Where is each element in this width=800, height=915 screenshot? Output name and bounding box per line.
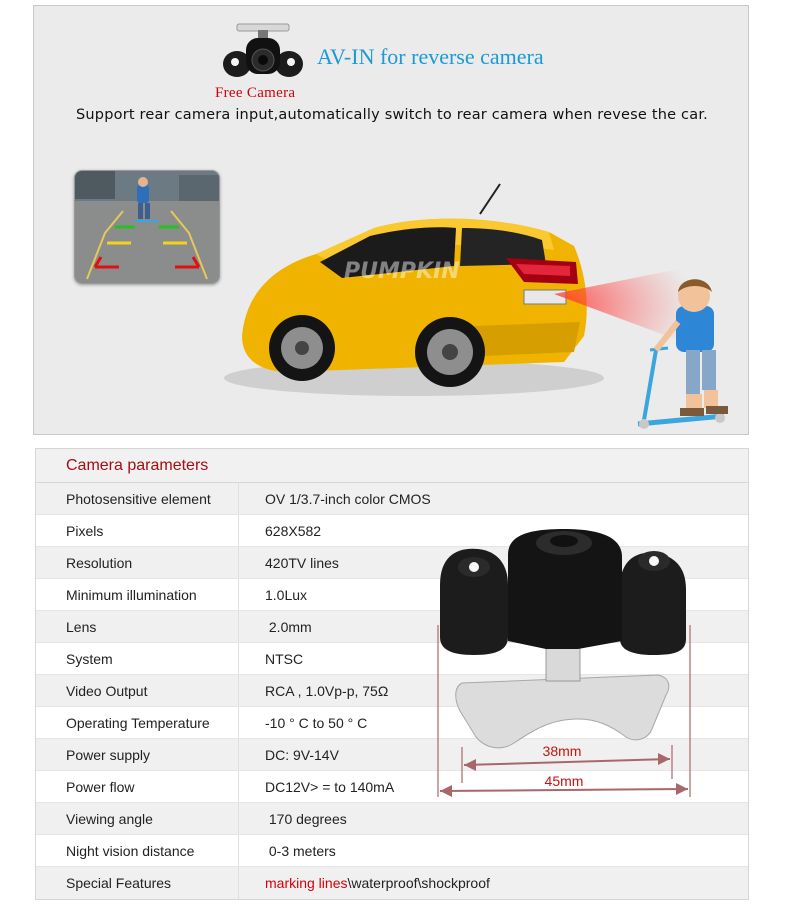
table-row	[36, 867, 748, 899]
brand-watermark: PUMPKIN	[344, 259, 460, 284]
param-label: Special Features	[36, 867, 239, 899]
marking-lines-highlight: marking lines	[265, 875, 348, 891]
param-value	[239, 867, 748, 899]
features-rest: \waterproof\shockproof	[347, 875, 490, 891]
param-label: Pixels	[36, 515, 239, 546]
table-row	[36, 803, 748, 835]
parking-lines-preview	[74, 170, 220, 284]
param-value: 628X582	[265, 522, 322, 539]
param-value: -10 ° C to 50 ° C	[265, 714, 368, 731]
free-camera-caption: Free Camera	[215, 85, 296, 101]
param-label: Video Output	[36, 675, 239, 706]
param-label: Photosensitive element	[36, 483, 239, 514]
param-value: 420TV lines	[265, 554, 339, 571]
param-value: 2.0mm	[265, 618, 312, 635]
param-value: OV 1/3.7-inch color CMOS	[265, 490, 431, 507]
table-row	[36, 483, 748, 515]
param-label: Minimum illumination	[36, 579, 239, 610]
param-label: System	[36, 643, 239, 674]
param-label: Power flow	[36, 771, 239, 802]
param-value: NTSC	[265, 650, 304, 667]
parameters-heading: Camera parameters	[36, 449, 748, 483]
dimension-38mm: 38mm	[542, 743, 582, 759]
banner-title: AV-IN for reverse camera	[317, 44, 544, 69]
dimension-45mm: 45mm	[544, 773, 584, 789]
reverse-camera-thumbnail	[222, 22, 304, 82]
param-value: 0-3 meters	[265, 842, 336, 859]
param-label: Night vision distance	[36, 835, 239, 866]
table-row	[36, 835, 748, 867]
banner-description: Support rear camera input,automatically switch to rear camera when revese the car.	[76, 107, 708, 123]
param-label: Viewing angle	[36, 803, 239, 834]
param-label: Power supply	[36, 739, 239, 770]
param-value: DC: 9V-14V	[265, 746, 339, 763]
param-value: DC12V> = to 140mA	[265, 778, 395, 795]
param-value: RCA , 1.0Vp-p, 75Ω	[265, 682, 389, 699]
av-in-banner	[33, 5, 749, 435]
param-value: 1.0Lux	[265, 586, 308, 603]
param-label: Lens	[36, 611, 239, 642]
car-and-kid-illustration	[224, 166, 744, 431]
camera-product-diagram	[428, 525, 700, 805]
param-value: 170 degrees	[265, 810, 347, 827]
param-label: Resolution	[36, 547, 239, 578]
param-label: Operating Temperature	[36, 707, 239, 738]
